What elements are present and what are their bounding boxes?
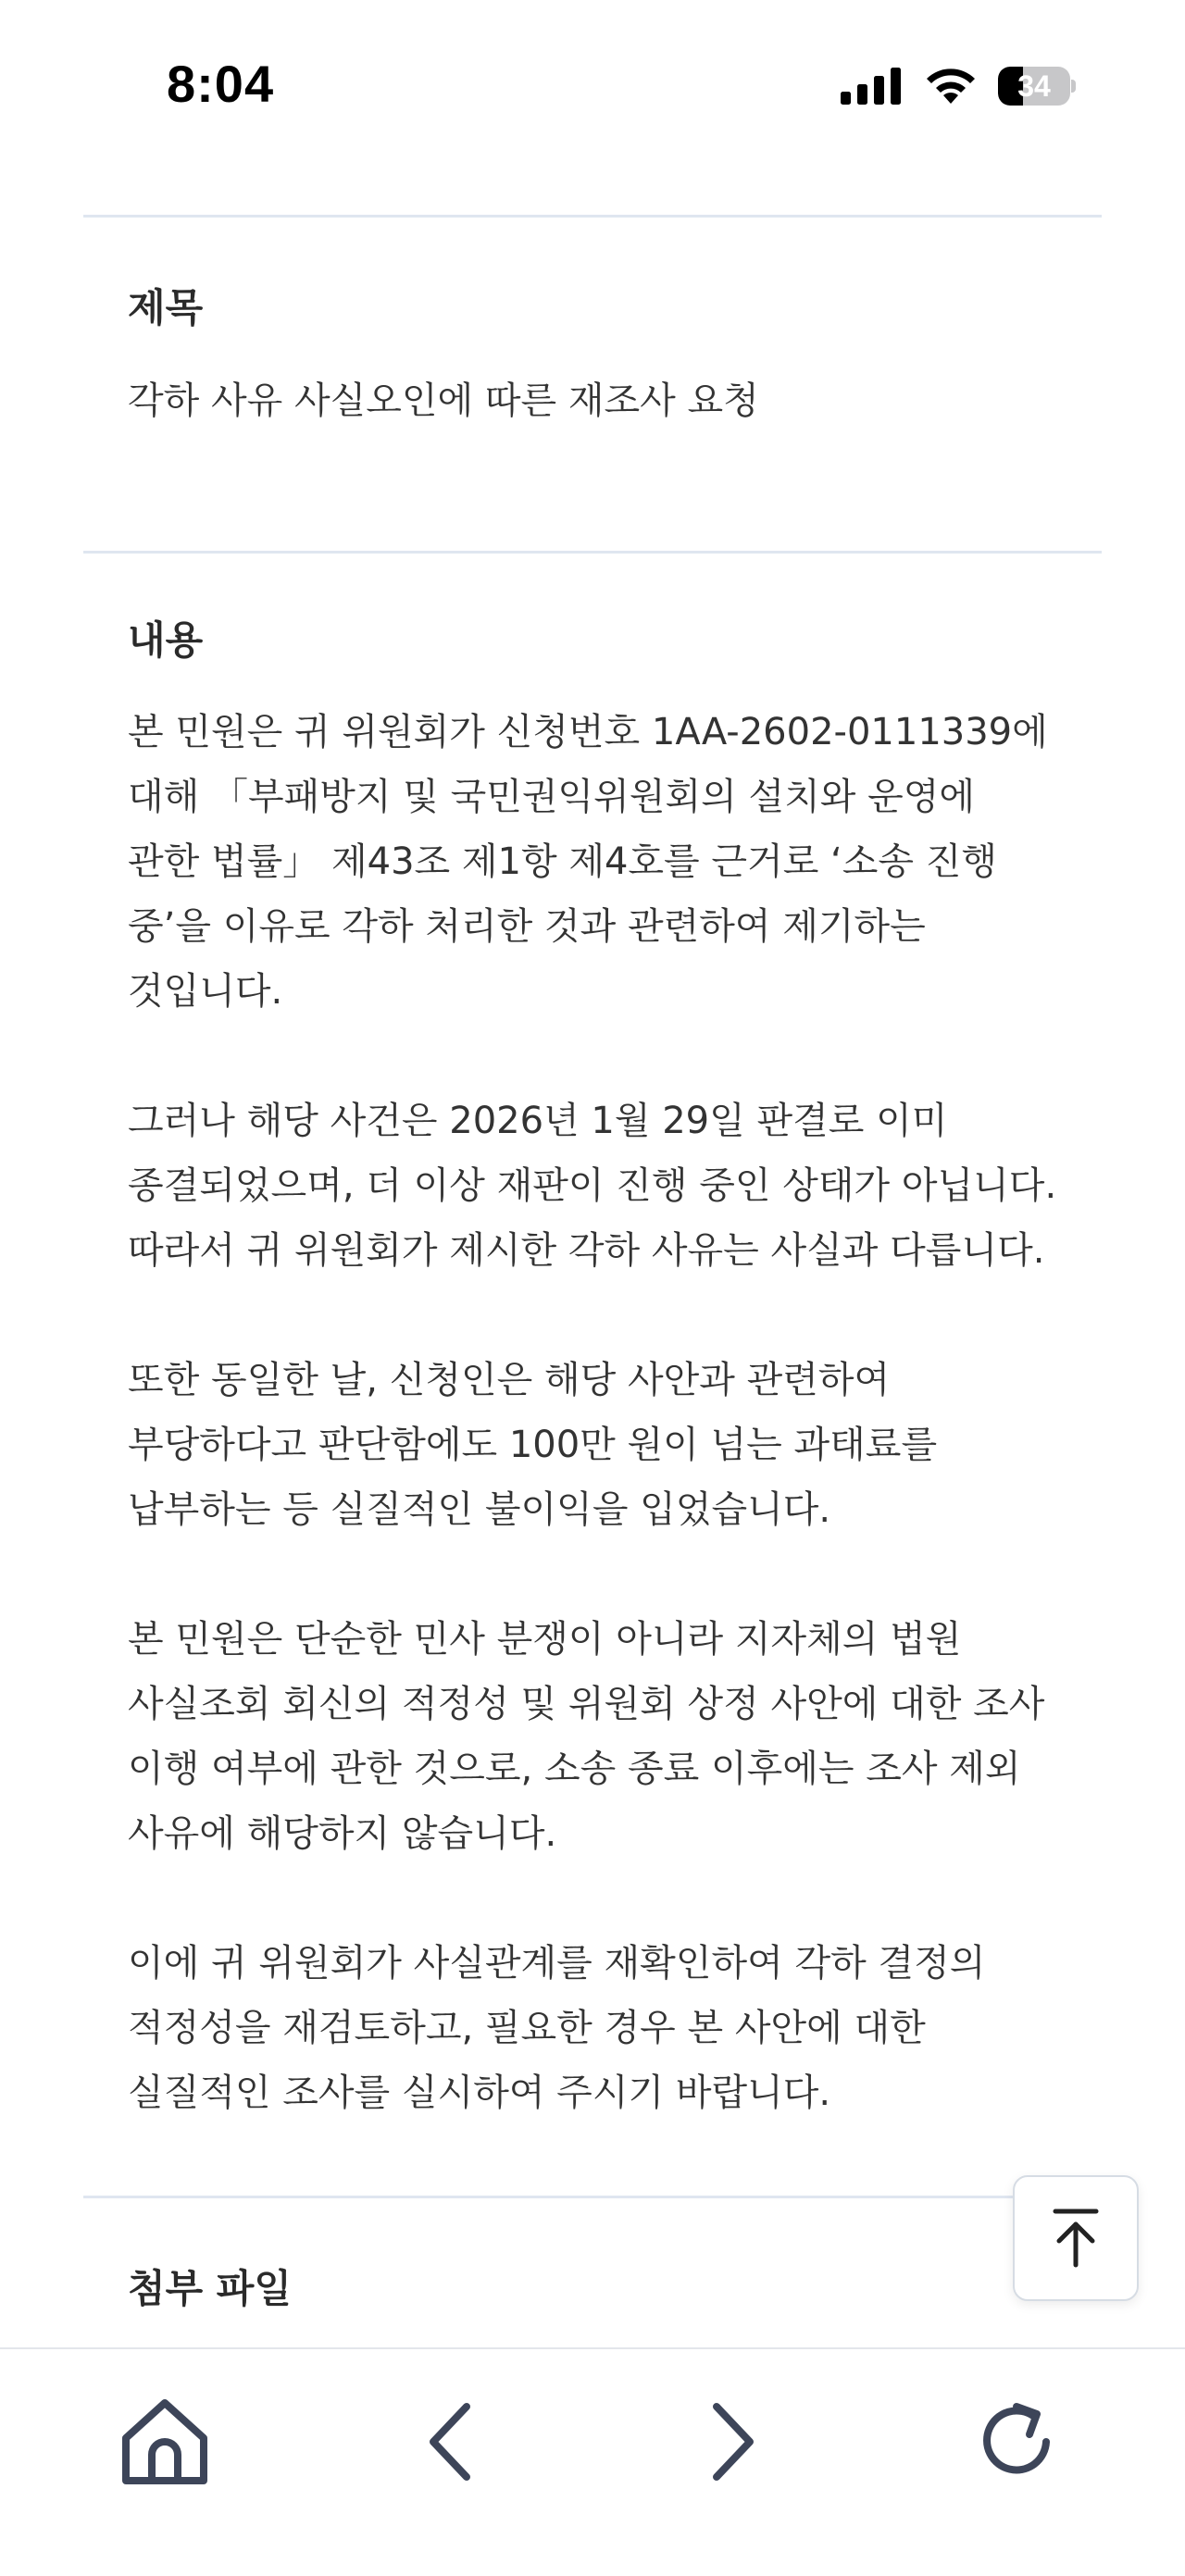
back-button[interactable] [394,2386,505,2497]
chevron-left-icon [413,2396,487,2488]
reload-button[interactable] [963,2386,1074,2497]
divider [83,215,1102,218]
browser-toolbar [0,2347,1185,2576]
status-time: 8:04 [167,55,275,113]
chevron-right-icon [696,2396,770,2488]
body-paragraph: 또한 동일한 날, 신청인은 해당 사안과 관련하여 부당하다고 판단함에도 100만 원이 넘는 과태료를 납부하는 등 실질적인 불이익을 입었습니다. [128,1359,938,1531]
reload-icon [972,2396,1065,2488]
status-icons [841,63,1076,109]
body-paragraph: 본 민원은 단순한 민사 분쟁이 아니라 지자체의 법원 사실조회 회신의 적정성 및 위원회 상정 사안에 대한 조사 이행 여부에 관한 것으로, 소송 종료 이후에는 조사 제외 사유에 해당하지 않습니다. [128,1618,1045,1855]
body-paragraph: 본 민원은 귀 위원회가 신청번호 1AA-2602-0111339에 대해 「부패방지 및 국민권익위원회의 설치와 운영에 관한 법률」 제43조 제1항 제4호를 근거로 ‘소송 진행 중’을 이유로 각하 처리한 것과 관련하여 제기하는 것입니다. [128,711,1048,1013]
subject-value: 각하 사유 사실오인에 따른 재조사 요청 [128,380,759,422]
battery-icon [998,67,1076,106]
attachment-section [83,2261,1102,2317]
petition-detail [83,215,1102,2317]
subject-label: 제목 [128,285,204,330]
arrow-up-to-line-icon [1048,2206,1104,2271]
home-button[interactable] [109,2386,220,2497]
scroll-to-top-button[interactable] [1013,2175,1139,2301]
cellular-signal-icon [841,68,904,105]
forward-button[interactable] [678,2386,789,2497]
body-paragraph: 이에 귀 위원회가 사실관계를 재확인하여 각하 결정의 적정성을 재검토하고, 필요한 경우 본 사안에 대한 실질적인 조사를 실시하여 주시기 바랍니다. [128,1942,986,2114]
divider [83,2196,1102,2198]
divider [83,551,1102,554]
body-paragraphs [128,700,1057,2125]
home-icon [118,2396,211,2488]
subject-section [83,280,1102,551]
body-paragraph: 그러나 해당 사건은 2026년 1월 29일 판결로 이미 종결되었으며, 더 이상 재판이 진행 중인 상태가 아닙니다. 따라서 귀 위원회가 제시한 각하 사유는 사실과 다릅니다. [128,1100,1057,1272]
attachment-label: 첨부 파일 [128,2266,292,2311]
wifi-icon [924,67,978,106]
body-section [83,613,1102,2196]
body-label: 내용 [128,617,204,663]
status-bar [0,0,1185,167]
battery-level: 34 [1017,69,1051,103]
